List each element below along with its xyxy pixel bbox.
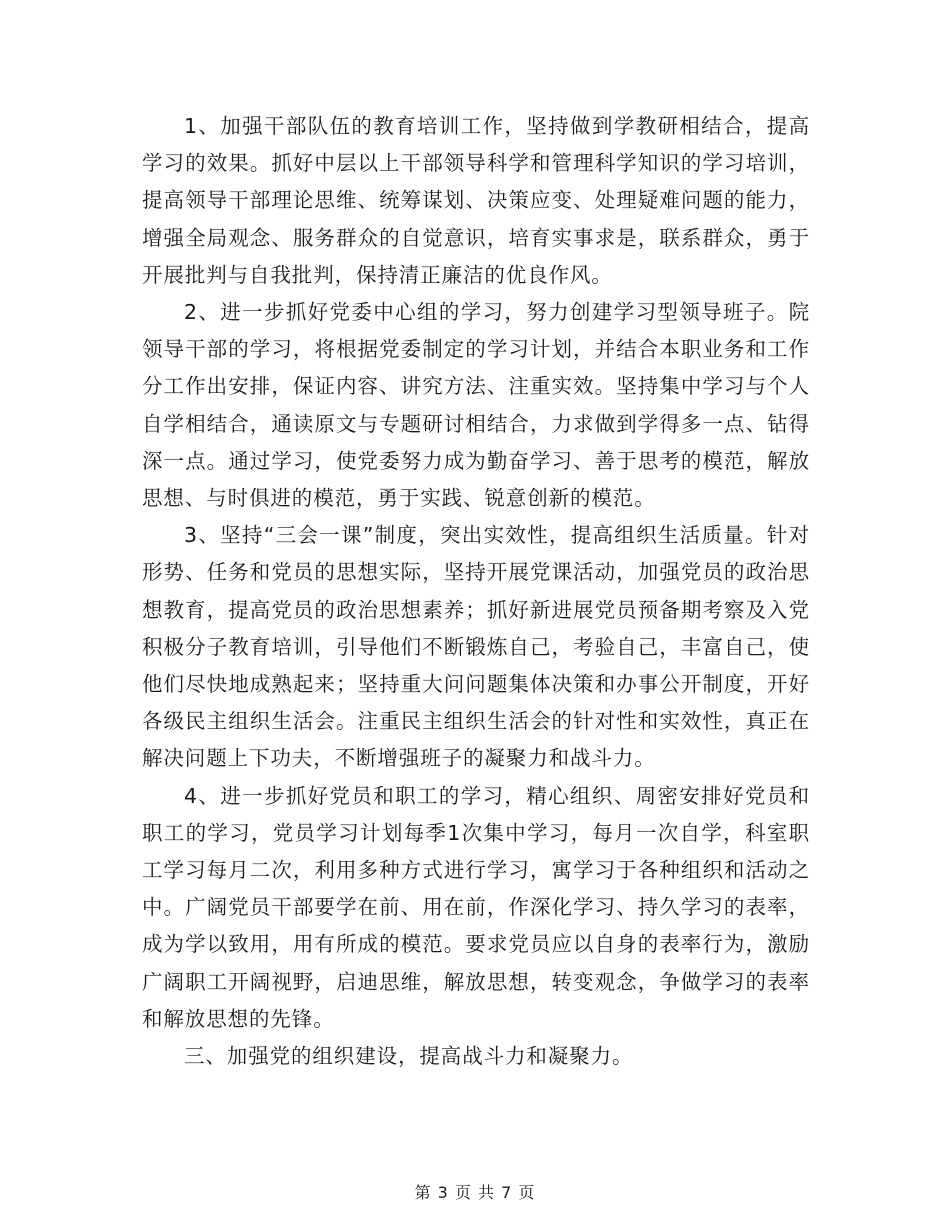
document-body [142,108,810,1075]
section-heading-3: 三、加强党的组织建设，提高战斗力和凝聚力。 [184,1044,634,1069]
paragraph-4: 4、进一步抓好党员和职工的学习，精心组织、周密安排好党员和职工的学习，党员学习计划每季1次集中学习，每月一次自学，科室职工学习每月二次，利用多种方式进行学习，寓学习于各种组织和活动之中。广阔党员干部要学在前、用在前，作深化学习、持久学习的表率，成为学以致用，用有所成的模范。要求党员应以自身的表率行为，激励广阔职工开阔视野，启迪思维，解放思想，转变观念，争做学习的表率和解放思想的先锋。 [142,783,810,1031]
paragraph-1: 1、加强干部队伍的教育培训工作，坚持做到学教研相结合，提高学习的效果。抓好中层以上干部领导科学和管理科学知识的学习培训，提高领导干部理论思维、统筹谋划、决策应变、处理疑难问题的能力，增强全局观念、服务群众的自觉意识，培育实事求是，联系群众，勇于开展批判与自我批判，保持清正廉洁的优良作风。 [142,114,810,287]
paragraph-3: 3、坚持“三会一课”制度，突出实效性，提高组织生活质量。针对形势、任务和党员的思想实际，坚持开展党课活动，加强党员的政治思想教育，提高党员的政治思想素养；抓好新进展党员预备期考察及入党积极分子教育培训，引导他们不断锻炼自己，考验自己，丰富自己，使他们尽快地成熟起来；坚持重大问问题集体决策和办事公开制度，开好各级民主组织生活会。注重民主组织生活会的针对性和实效性，真正在解决问题上下功夫，不断增强班子的凝聚力和战斗力。 [142,523,810,771]
page-number-footer: 第 3 页 共 7 页 [414,1183,536,1202]
paragraph-2: 2、进一步抓好党委中心组的学习，努力创建学习型领导班子。院领导干部的学习，将根据党委制定的学习计划，并结合本职业务和工作分工作出安排，保证内容、讲究方法、注重实效。坚持集中学习与个人自学相结合，通读原文与专题研讨相结合，力求做到学得多一点、钻得深一点。通过学习，使党委努力成为勤奋学习、善于思考的模范，解放思想、与时俱进的模范，勇于实践、锐意创新的模范。 [142,300,810,511]
